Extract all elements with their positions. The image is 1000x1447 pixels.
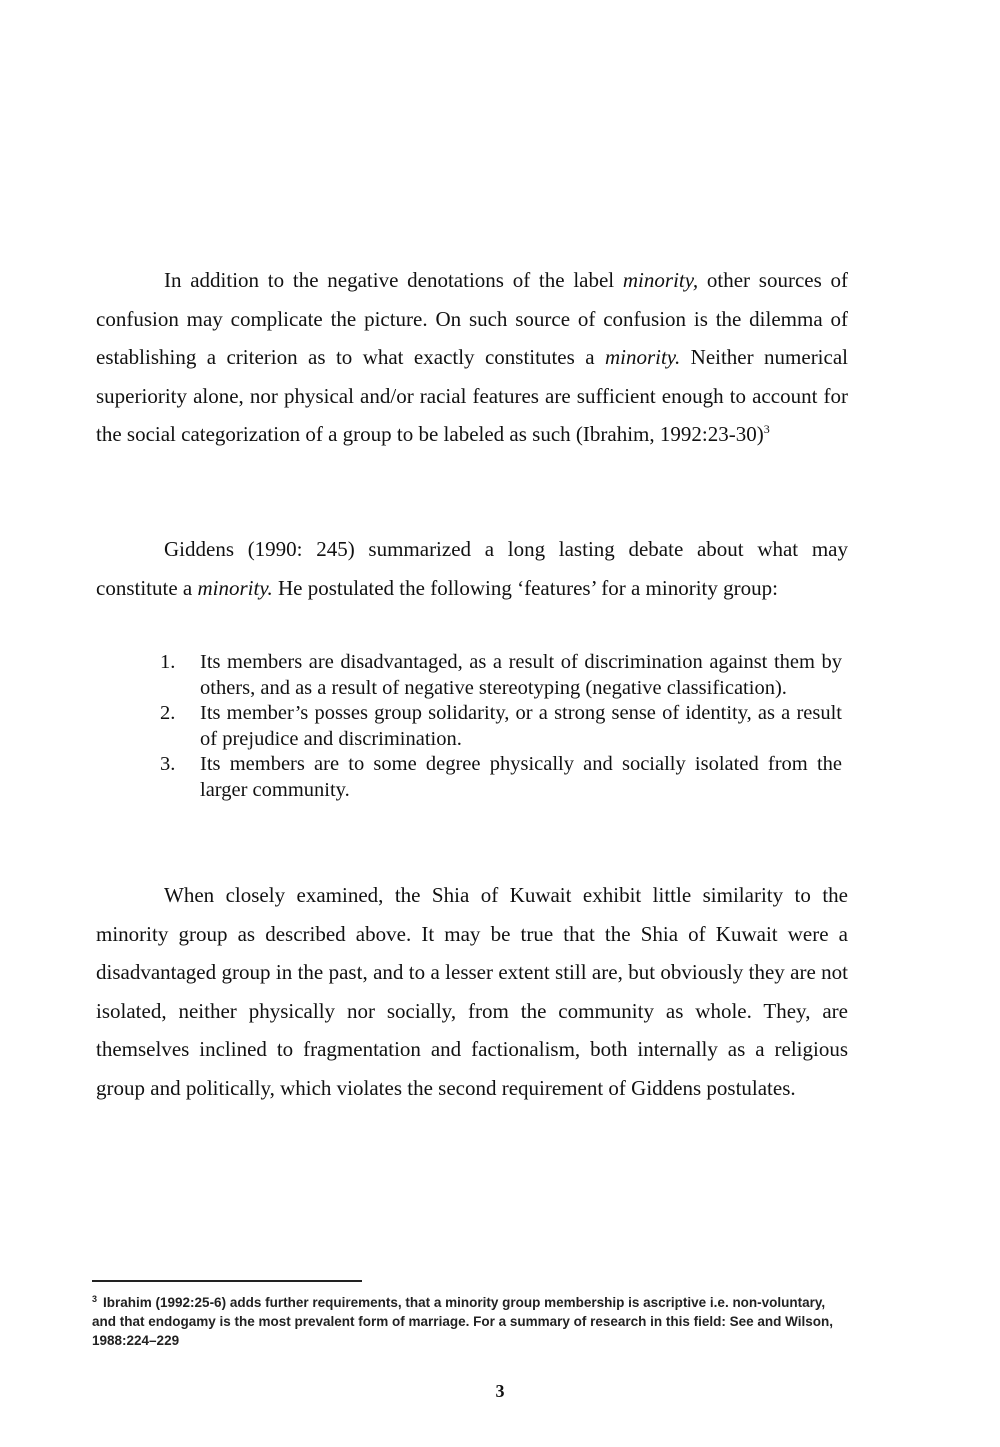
features-list [160, 650, 842, 803]
emphasis-minority: minority, [622, 268, 699, 292]
footnote-reference[interactable]: 3 [763, 422, 770, 436]
footnote [92, 1293, 852, 1350]
list-item [160, 650, 842, 701]
page-number: 3 [495, 1381, 505, 1401]
footnote-marker: 3 [92, 1293, 98, 1304]
list-item-number: 2. [160, 702, 176, 724]
paragraph-text: Neither numerical superiority alone, nor physical and/or racial features are sufficient enough to account for the social categorization of a group to be labeled as such (Ibrahim, 1992:23-30) [96, 345, 848, 446]
emphasis-minority: minority. [197, 575, 273, 600]
paragraph-shia-of-kuwait [96, 876, 848, 1107]
paragraph-text: Giddens (1990: 245) summarized a long lasting debate about what may constitute a [96, 537, 848, 600]
paragraph-text: other sources of confusion may complicate the picture. On such source of confusion is the dilemma of establishing a criterion as to what exactly constitutes a [96, 268, 849, 369]
list-item [160, 701, 842, 752]
footnote-separator [92, 1280, 362, 1282]
list-item-number: 1. [160, 651, 176, 673]
list-item-text: Its members are to some degree physically and socially isolated from the larger community. [200, 753, 842, 801]
paragraph-text: In addition to the negative denotations of the label [164, 268, 623, 292]
list-item [160, 752, 842, 803]
list-item-text: Its members are disadvantaged, as a result of discrimination against them by others, and as a result of negative stereotyping (negative classification). [200, 651, 842, 699]
paragraph-minority-confusion [96, 261, 848, 454]
list-item-text: Its member’s posses group solidarity, or a strong sense of identity, as a result of prejudice and discrimination. [200, 702, 842, 750]
paragraph-giddens [96, 530, 848, 607]
emphasis-minority: minority. [604, 345, 681, 369]
footnote-text: Ibrahim (1992:25-6) adds further requirements, that a minority group membership is ascriptive i.e. non-voluntary, and that endogamy is the most prevalent form of marriage. For a summary of research in this field: See and Wilson, 1988:224–229 [92, 1295, 834, 1348]
list-item-number: 3. [160, 753, 176, 775]
paragraph-text: When closely examined, the Shia of Kuwait exhibit little similarity to the minority group as described above. It may be true that the Shia of Kuwait were a disadvantaged group in the past, and to a lesser extent still are, but obviously they are not isolated, neither physically nor socially, from the community as whole. They, are themselves inclined to fragmentation and factionalism, both internally as a religious group and politically, which violates the second requirement of Giddens postulates. [96, 883, 848, 1100]
paragraph-text: He postulated the following ‘features’ for a minority group: [272, 575, 778, 600]
